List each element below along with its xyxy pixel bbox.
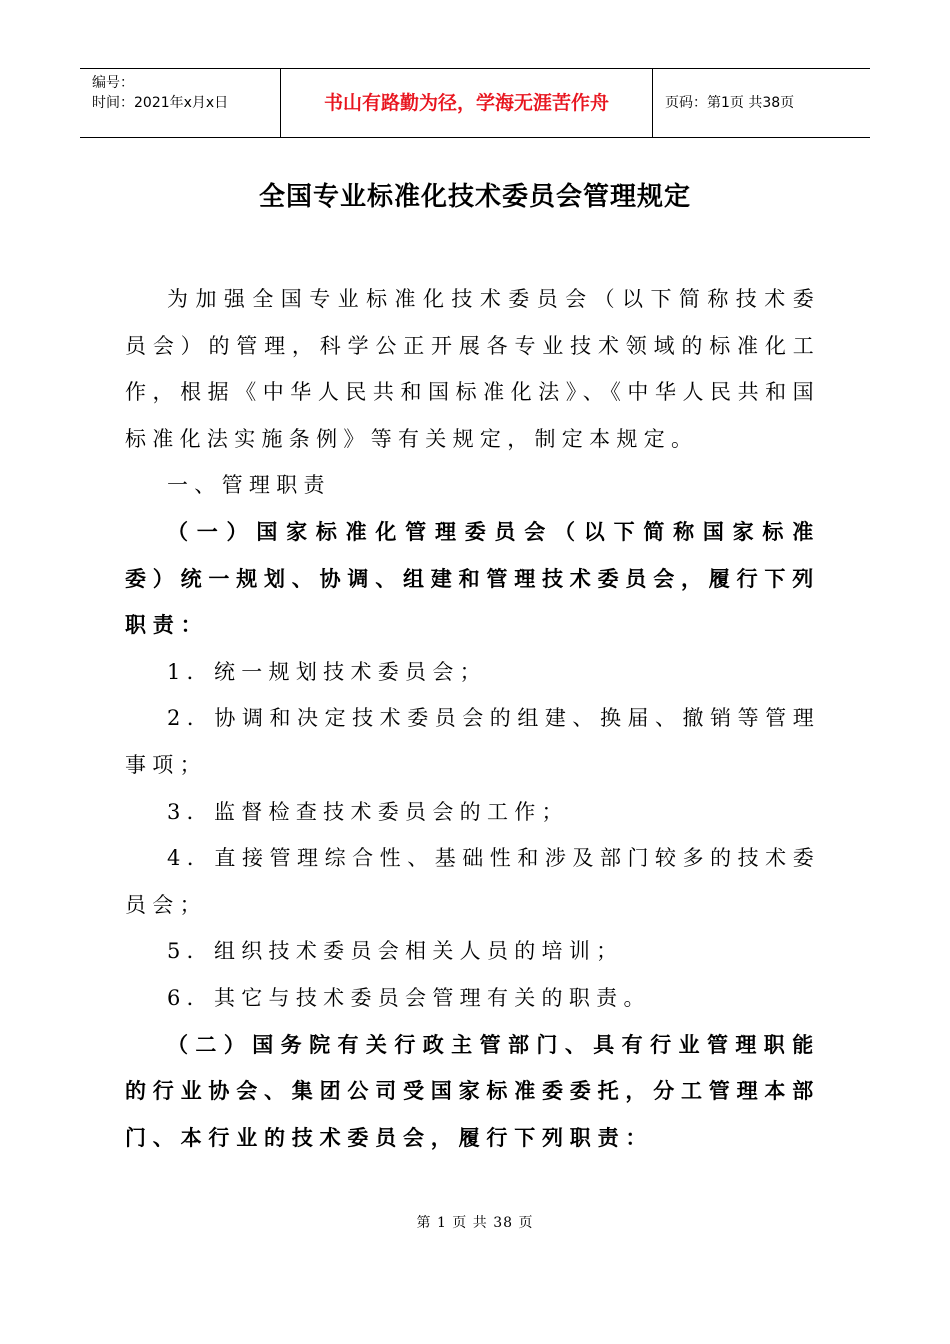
- list-item: 4．直接管理综合性、基础性和涉及部门较多的技术委员会；: [125, 846, 820, 917]
- intro-paragraph: 为加强全国专业标准化技术委员会（以下简称技术委员会）的管理，科学公正开展各专业技术领域的标准化工作，根据《中华人民共和国标准化法》、《中华人民共和国标准化法实施条例》等有关规定，制定本规定。: [125, 287, 820, 451]
- section-heading: 一、管理职责: [167, 473, 331, 498]
- list-item: 2．协调和决定技术委员会的组建、换届、撤销等管理事项；: [125, 706, 820, 777]
- header-motto: 书山有路勤为径，学海无涯苦作舟: [281, 69, 653, 137]
- list-item: 6．其它与技术委员会管理有关的职责。: [167, 985, 651, 1010]
- number-label: 编号：: [92, 75, 134, 91]
- header-page-info: 页码：第1页 共38页: [665, 95, 795, 111]
- list-item: 5．组织技术委员会相关人员的培训；: [167, 939, 624, 964]
- subsection-heading: （一）国家标准化管理委员会（以下简称国家标准委）统一规划、协调、组建和管理技术委员会，履行下列职责：: [125, 518, 820, 638]
- page-footer: 第 1 页 共 38 页: [416, 1215, 534, 1231]
- document-body: [125, 276, 820, 1161]
- header-meta-cell: [80, 69, 281, 137]
- list-item: 1．统一规划技术委员会；: [167, 659, 487, 684]
- subsection-heading: （二）国务院有关行政主管部门、具有行业管理职能的行业协会、集团公司受国家标准委委托，分工管理本部门、本行业的技术委员会，履行下列职责：: [125, 1031, 820, 1150]
- date-label: 时间：2021年x月x日: [92, 95, 229, 111]
- document-title: 全国专业标准化技术委员会管理规定: [258, 182, 691, 212]
- page-header-table: [80, 68, 870, 138]
- list-item: 3．监督检查技术委员会的工作；: [167, 799, 569, 824]
